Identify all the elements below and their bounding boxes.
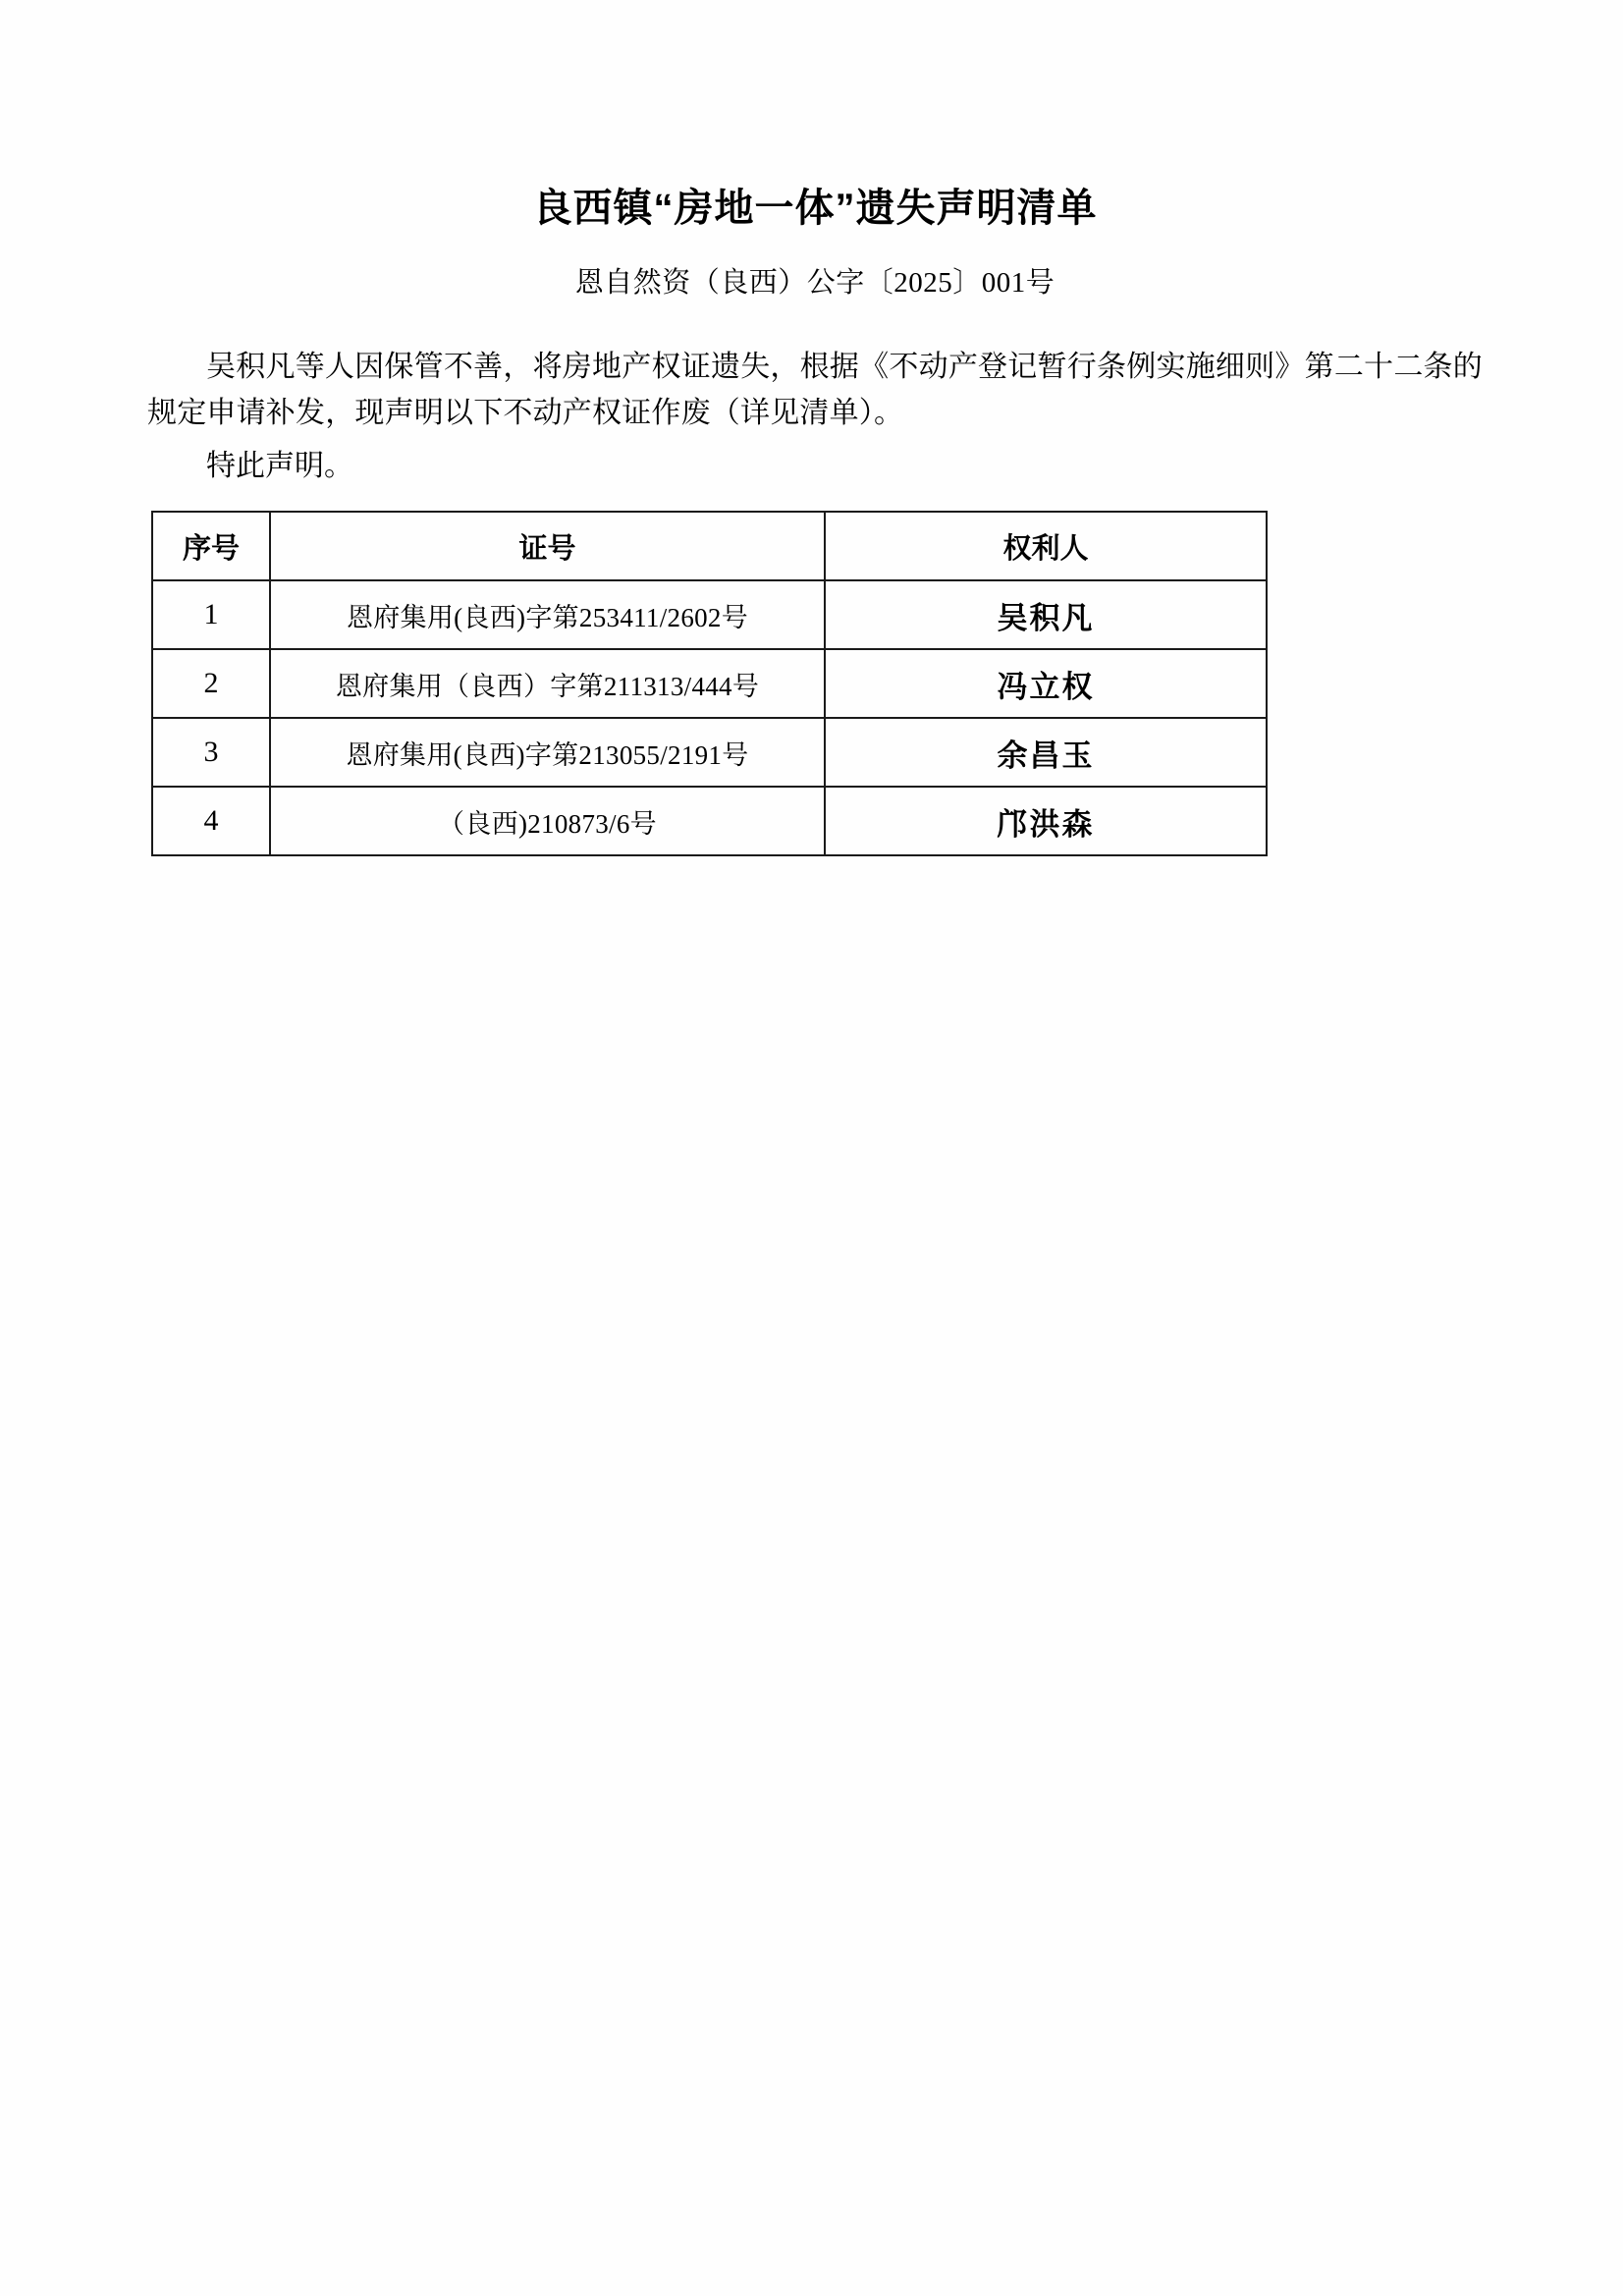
cell-owner: 吴积凡 [825, 580, 1267, 649]
table-row [152, 649, 1267, 718]
document-number: 恩自然资（良西）公字〔2025〕001号 [574, 267, 1055, 299]
cell-owner: 余昌玉 [825, 718, 1267, 787]
table-row [152, 718, 1267, 787]
cell-owner: 邝洪森 [825, 787, 1267, 855]
table-row [152, 787, 1267, 855]
cell-owner: 冯立权 [825, 649, 1267, 718]
cell-certificate: 恩府集用（良西）字第211313/444号 [270, 649, 825, 718]
closing-paragraph: 特此声明。 [206, 449, 353, 482]
table-row [152, 580, 1267, 649]
cell-index: 2 [152, 649, 270, 718]
cell-index: 3 [152, 718, 270, 787]
table-header-row [152, 512, 1267, 580]
cell-index: 4 [152, 787, 270, 855]
cell-certificate: 恩府集用(良西)字第213055/2191号 [270, 718, 825, 787]
column-header-index: 序号 [152, 512, 270, 580]
cell-index: 1 [152, 580, 270, 649]
cell-certificate: （良西)210873/6号 [270, 787, 825, 855]
document-content [147, 177, 1483, 856]
column-header-owner: 权利人 [825, 512, 1267, 580]
statement-paragraph: 吴积凡等人因保管不善，将房地产权证遗失，根据《不动产登记暂行条例实施细则》第二十二条的规定申请补发，现声明以下不动产权证作废（详见清单）。 [147, 351, 1483, 430]
page-title: 良西镇“房地一体”遗失声明清单 [532, 187, 1098, 230]
cell-certificate: 恩府集用(良西)字第253411/2602号 [270, 580, 825, 649]
certificate-table [151, 511, 1268, 856]
column-header-certificate: 证号 [270, 512, 825, 580]
